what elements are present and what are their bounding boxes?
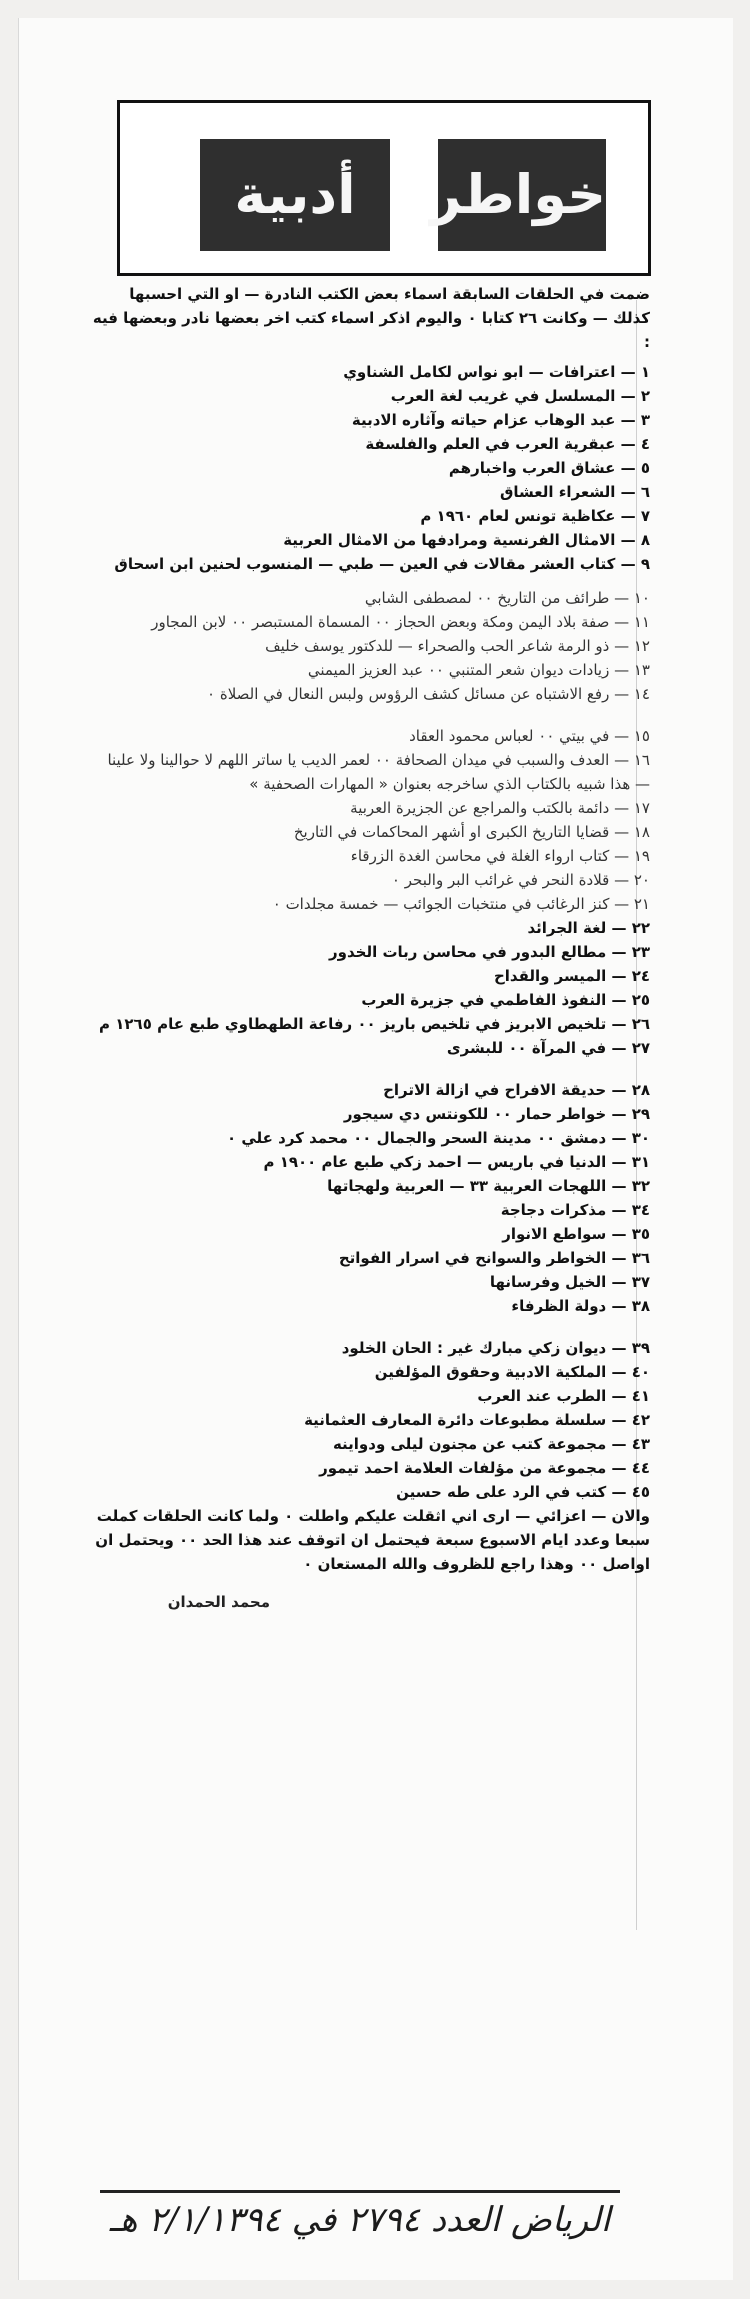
- list-item: ٢ — المسلسل في غريب لغة العرب: [390, 387, 650, 405]
- list-item: ١٣ — زيادات ديوان شعر المتنبي ٠٠ عبد العزيز الميمني: [307, 661, 650, 679]
- list-item: ١٧ — دائمة بالكتب والمراجع عن الجزيرة العربية: [350, 799, 650, 817]
- list-item: ١٨ — قضايا التاريخ الكبرى او أشهر المحاكمات في التاريخ: [293, 823, 650, 841]
- list-item: ٣٦ — الخواطر والسوانح في اسرار الفواتح: [338, 1249, 650, 1267]
- list-item: ١٦ — العدف والسبب في ميدان الصحافة ٠٠ لعمر الديب يا ساتر اللهم لا حوالينا ولا علينا — هذا شبيه بالكتاب الذي ساخرجه بعنوان « المهارات الصحفية »: [107, 751, 650, 793]
- list-item: ٣٤ — مذكرات دجاجة: [500, 1201, 650, 1219]
- list-item: ١٥ — في بيتي ٠٠ لعباس محمود العقاد: [409, 727, 650, 745]
- list-item: ٣٢ — اللهجات العربية ٣٣ — العربية ولهجاتها: [327, 1177, 650, 1195]
- list-item: ١٢ — ذو الرمة شاعر الحب والصحراء — للدكتور يوسف خليف: [265, 637, 650, 655]
- list-item: ١٤ — رفع الاشتباه عن مسائل كشف الرؤوس ولبس النعال في الصلاة ٠: [207, 685, 650, 703]
- list-item: ٤٢ — سلسلة مطبوعات دائرة المعارف العثمانية: [304, 1411, 650, 1429]
- list-item: ٣٩ — ديوان زكي مبارك غير : الحان الخلود: [341, 1339, 650, 1357]
- list-item: ٢٩ — خواطر حمار ٠٠ للكونتس دي سيجور: [343, 1105, 650, 1123]
- list-item: ٢٤ — الميسر والقداح: [493, 967, 650, 985]
- list-item: ٢٠ — قلادة النحر في غرائب البر والبحر ٠: [391, 871, 650, 889]
- list-item: ١١ — صفة بلاد اليمن ومكة وبعض الحجاز ٠٠ المسماة المستبصر ٠٠ لابن المجاور: [151, 613, 650, 631]
- list-item: ٢١ — كنز الرغائب في منتخبات الجوائب — خمسة مجلدات ٠: [272, 895, 650, 913]
- list-item: ٢٧ — في المرآة ٠٠ للبشرى: [446, 1039, 650, 1057]
- header-banner-khawater: خواطر: [438, 139, 606, 251]
- list-item: ٣٠ — دمشق ٠٠ مدينة السحر والجمال ٠٠ محمد كرد علي ٠: [226, 1129, 650, 1147]
- list-item: ٩ — كتاب العشر مقالات في العين — طبي — المنسوب لحنين ابن اسحاق: [114, 555, 650, 573]
- footer-divider: [100, 2190, 620, 2193]
- list-item: ٣ — عبد الوهاب عزام حياته وآثاره الادبية: [351, 411, 650, 429]
- list-item: ٣٨ — دولة الظرفاء: [511, 1297, 650, 1315]
- list-item: ٤٣ — مجموعة كتب عن مجنون ليلى ودواينه: [332, 1435, 650, 1453]
- list-item: ٣١ — الدنيا في باريس — احمد زكي طبع عام ١٩٠٠ م: [263, 1153, 650, 1171]
- article-intro: ضمت في الحلقات السابقة اسماء بعض الكتب النادرة — او التي احسبها كذلك — وكانت ٢٦ كتابا ٠ واليوم اذكر اسماء كتب اخر بعضها نادر وبعضها فيه :: [92, 285, 650, 351]
- author-signature: محمد الحمدان: [167, 1593, 270, 1611]
- list-item: ٤٤ — مجموعة من مؤلفات العلامة احمد تيمور: [319, 1459, 650, 1477]
- column-header-box: [117, 100, 651, 276]
- handwritten-citation: الرياض العدد ٢٧٩٤ في ٢/١/١٣٩٤ هـ: [109, 2200, 611, 2240]
- list-item: ٤ — عبقرية العرب في العلم والفلسفة: [365, 435, 650, 453]
- list-item: ٢٨ — حديقة الافراح في ازالة الاتراح: [383, 1081, 650, 1099]
- list-item: ١ — اعترافات — ابو نواس لكامل الشناوي: [343, 363, 650, 381]
- closing-paragraph: والان — اعزائي — ارى اني اثقلت عليكم واطلت ٠ ولما كانت الحلقات كملت سبعا وعدد ايام الاسبوع سبعة فيحتمل ان اتوقف عند هذا الحد ٠٠ ويحتمل ان اواصل ٠٠ وهذا راجع للظروف والله المستعان ٠: [95, 1507, 650, 1573]
- list-item: ٤٥ — كتب في الرد على طه حسين: [396, 1483, 650, 1501]
- list-item: ٥ — عشاق العرب واخبارهم: [448, 459, 650, 477]
- article-body: [90, 282, 650, 1629]
- list-item: ٧ — عكاظية تونس لعام ١٩٦٠ م: [420, 507, 650, 525]
- list-item: ١٩ — كتاب ارواء الغلة في محاسن الغدة الزرقاء: [350, 847, 650, 865]
- list-item: ٣٧ — الخيل وفرسانها: [489, 1273, 650, 1291]
- header-banner-adabiya: أدبية: [200, 139, 390, 251]
- list-item: ٨ — الامثال الفرنسية ومرادفها من الامثال العربية: [283, 531, 650, 549]
- list-item: ٣٥ — سواطع الانوار: [502, 1225, 650, 1243]
- list-item: ١٠ — طرائف من التاريخ ٠٠ لمصطفى الشابي: [364, 589, 650, 607]
- list-item: ٢٢ — لغة الجرائد: [527, 919, 650, 937]
- list-item: ٤٠ — الملكية الادبية وحقوق المؤلفين: [374, 1363, 650, 1381]
- list-item: ٢٣ — مطالع البدور في محاسن ربات الخدور: [329, 943, 650, 961]
- list-item: ٢٥ — النفوذ الفاطمي في جزيرة العرب: [361, 991, 650, 1009]
- list-item: ٢٦ — تلخيص الابريز في تلخيص باريز ٠٠ رفاعة الطهطاوي طبع عام ١٢٦٥ م: [99, 1015, 650, 1033]
- list-item: ٦ — الشعراء العشاق: [499, 483, 650, 501]
- list-item: ٤١ — الطرب عند العرب: [477, 1387, 650, 1405]
